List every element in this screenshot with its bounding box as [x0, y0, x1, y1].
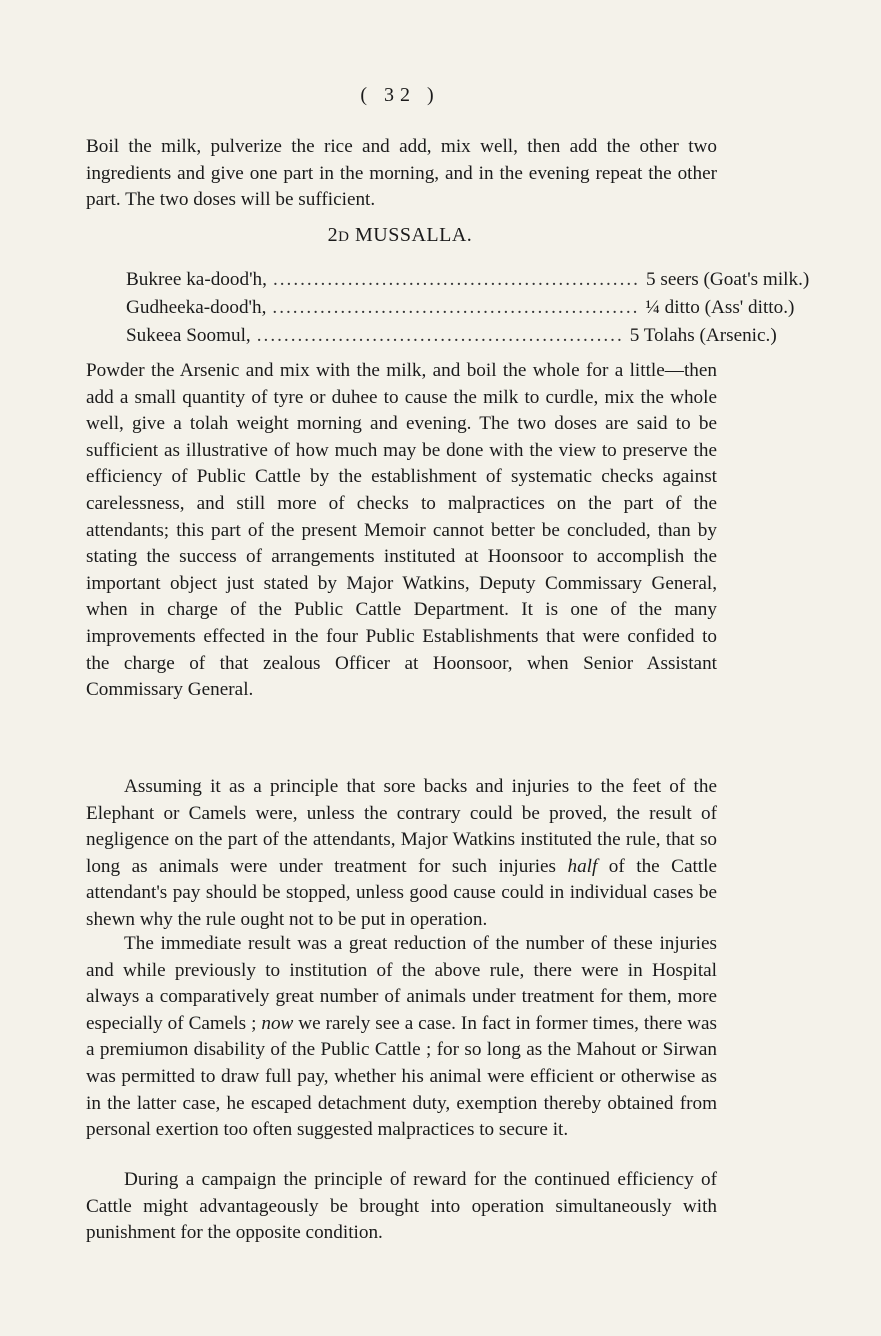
dot-leader: ......................................................: [256, 325, 624, 346]
recipe-ingredient: Gudheeka-dood'h,: [126, 297, 267, 318]
heading-title: MUSSALLA.: [355, 224, 473, 246]
recipe-ingredient: Bukree ka-dood'h,: [126, 269, 267, 290]
text-run: of the Cattle attendant's pay should be stopped, unless good cause could in individual cases be shewn why the rule ought not to be put in operation.: [86, 855, 717, 930]
paragraph-during-campaign: During a campaign the principle of reward for the continued efficiency of Cattle might advantageously be brought into operation simultaneously with punishment for the opposite condition.: [86, 1169, 717, 1244]
recipe-quantity: 5 seers (Goat's milk.): [645, 269, 810, 290]
paragraph-boil-instructions: Boil the milk, pulverize the rice and add, mix well, then add the other two ingredients and give one part in the morning, and in the evening repeat the other part. The two doses will be sufficient.: [86, 136, 717, 211]
recipe-row: [126, 325, 777, 353]
recipe-quantity: 5 Tolahs (Arsenic.): [629, 325, 777, 346]
recipe-row: [126, 297, 795, 325]
dot-leader: ......................................................: [272, 297, 640, 318]
emphasis-half: half: [567, 855, 598, 877]
recipe-quantity: ¼ ditto (Ass' ditto.): [645, 297, 795, 318]
heading-ordinal-suffix: D: [338, 229, 350, 245]
section-heading: [0, 224, 800, 247]
paragraph-powder-arsenic: Powder the Arsenic and mix with the milk, and boil the whole for a little—then add a small quantity of tyre or duhee to cause the milk to curdle, mix the whole well, give a tolah weight morning and evening. The two doses are said to be sufficient as illustrative of how much may be done with the view to preserve the efficiency of Public Cattle by the establishment of systematic checks against carelessness, and still more of checks to malpractices on the part of the attendants; this part of the present Memoir cannot better be concluded, than by stating the success of arrangements instituted at Hoonsoor to accomplish the important object just stated by Major Watkins, Deputy Commissary General, when in charge of the Public Cattle Department. It is one of the many improvements effected in the four Public Establishments that were confided to the charge of that zealous Officer at Hoonsoor, when Senior Assistant Commissary General.: [86, 360, 717, 701]
paragraph-immediate-result: [86, 931, 717, 1144]
page-number: ( 32 ): [360, 84, 440, 106]
emphasis-now: now: [261, 1012, 294, 1034]
recipe-ingredient: Sukeea Soomul,: [126, 325, 251, 346]
paragraph-assuming-principle: [86, 774, 717, 934]
dot-leader: ......................................................: [272, 269, 640, 290]
recipe-row: [126, 269, 810, 297]
recipe-list: [126, 269, 810, 353]
text-run: Assuming it as a principle that sore backs and injuries to the feet of the Elephant or Camels were, unless the contrary could be proved, the result of negligence on the part of the attendants, Major Watkins instituted the rule, that so long as animals were under treatment for such injuries: [86, 776, 717, 877]
text-run: The immediate result was a great reduction of the number of these injuries and while previously to institution of the above rule, there were in Hospital always a comparatively great number of animals under treatment for them, more especially of Camels ;: [86, 933, 717, 1034]
text-run: we rarely see a case. In fact in former times, there was a premiumon disability of the Public Cattle ; for so long as the Mahout or Sirwan was permitted to draw full pay, whether his animal were efficient or otherwise as in the latter case, he escaped detachment duty, exemption thereby obtained from personal exertion too often suggested malpractices to secure it.: [86, 1012, 717, 1141]
heading-ordinal: 2: [327, 224, 339, 246]
